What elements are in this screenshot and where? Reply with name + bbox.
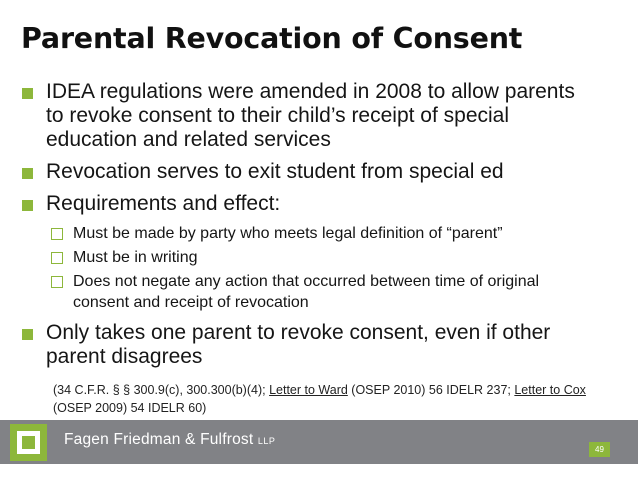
citation-text: (OSEP 2010) 56 IDELR 237; — [347, 383, 515, 397]
slide-title: Parental Revocation of Consent — [21, 22, 523, 55]
sub-bullet-line: Must be in writing — [73, 249, 198, 266]
sub-bullet-line: Must be made by party who meets legal definition of “parent” — [73, 225, 503, 242]
bullet-line: Requirements and effect: — [46, 192, 281, 215]
firm-logo-core — [22, 436, 35, 449]
sub-bullet-line: consent and receipt of revocation — [73, 294, 309, 311]
hollow-square-icon — [51, 228, 63, 240]
bullet-line: to revoke consent to their child’s receipt of special — [46, 104, 510, 127]
legal-citation — [53, 381, 586, 417]
citation-link-letter-to-cox[interactable]: Letter to Cox — [514, 383, 586, 397]
bullet-line: Only takes one parent to revoke consent, even if other — [46, 321, 551, 344]
citation-link-letter-to-ward[interactable]: Letter to Ward — [269, 383, 348, 397]
bullet-square-icon — [22, 200, 33, 211]
bullet-line: Revocation serves to exit student from special ed — [46, 160, 504, 183]
firm-name — [64, 431, 275, 449]
citation-line-2: (OSEP 2009) 54 IDELR 60) — [53, 401, 207, 415]
bullet-line: IDEA regulations were amended in 2008 to allow parents — [46, 80, 575, 103]
firm-suffix: LLP — [257, 436, 276, 446]
bullet-line: education and related services — [46, 128, 331, 151]
citation-line-1 — [53, 381, 586, 399]
sub-bullet-line: Does not negate any action that occurred between time of original — [73, 273, 540, 290]
bullet-square-icon — [22, 88, 33, 99]
hollow-square-icon — [51, 276, 63, 288]
page-number: 49 — [595, 445, 604, 454]
bullet-square-icon — [22, 168, 33, 179]
bullet-line: parent disagrees — [46, 345, 203, 368]
citation-text: (34 C.F.R. § § 300.9(c), 300.300(b)(4); — [53, 383, 270, 397]
firm-name-text: Fagen Friedman & Fulfrost — [64, 431, 254, 448]
hollow-square-icon — [51, 252, 63, 264]
bullet-square-icon — [22, 329, 33, 340]
